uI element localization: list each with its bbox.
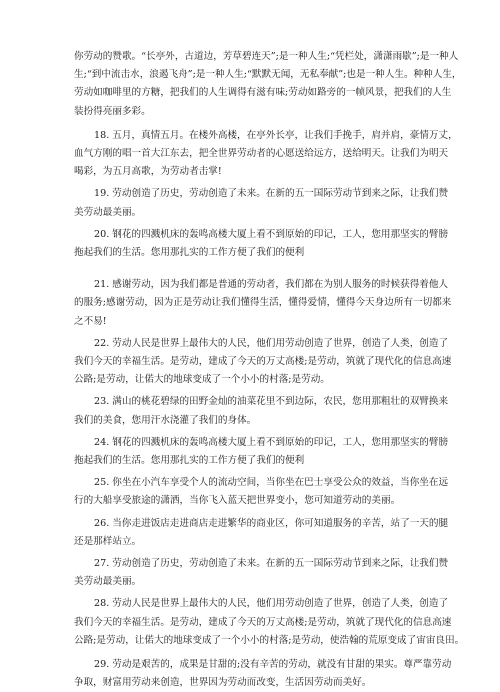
text-line: 27. 劳动创造了历史，劳动创造了未来。在新的五一国际劳动节到来之际，让我们赞 [94,558,449,569]
paragraph-18 [74,127,458,182]
text-line: 18. 五月，真情五月。在楼外高楼，在亭外长亭，让我们手挽手，肩并肩，豪情万丈， [94,129,458,141]
text-line: 24. 钢花的四溅机床的轰鸣高楼大厦上看不到原始的印记，工人，您用那坚实的臂膀 [94,436,449,448]
paragraph-26 [74,515,449,551]
text-line: 还是那样站立。 [74,535,142,547]
text-line: 21. 感谢劳动，因为我们都是普通的劳动者，我们都在为别人服务的时候获得着他人 [94,279,449,291]
text-line: 生;“到中流击水，浪遏飞舟”;是一种人生;“默默无闻，无私奉献”;也是一种人生。种种人生， [74,69,462,81]
text-line: 20. 钢花的四溅机床的轰鸣高楼大厦上看不到原始的印记，工人，您用那坚实的臂膀 [94,228,449,240]
paragraph-28 [74,595,465,650]
paragraph-27 [74,555,449,591]
text-line: 美劳动最美丽。 [74,206,142,218]
text-line: 29. 劳动是艰苦的，成果是甘甜的;没有辛苦的劳动，就没有甘甜的果实。尊严靠劳动 [94,659,452,670]
text-line: 公路;是劳动，让偌大的地球变成了一个小小的村落;是劳动，使浩翰的荒原变成了宙宙良田。 [74,634,465,646]
paragraph-20 [74,226,449,262]
text-line: 我们今天的幸福生活。是劳动，建成了今天的万丈高楼;是劳动，筑就了现代化的信息高速 [74,616,452,628]
text-line: 26. 当你走进饭店走进商店走进繁华的商业区，你可知道服务的辛苦，站了一天的腿 [94,517,449,529]
text-line: 我们的美食，您用汗水浇灌了我们的身体。 [74,414,257,426]
text-line: 拖起我们的生活。您用那扎实的工作方便了我们的便利 [74,454,305,466]
text-line: 28. 劳动人民是世界上最伟大的人民，他们用劳动创造了世界，创造了人类，创造了 [94,598,449,610]
text-line: 你劳动的赞歌。“长亭外，古道边，芳草碧连天”;是一种人生;“凭栏处，潇潇雨歇”;是一种人 [74,51,459,62]
text-line: 美劳动最美丽。 [74,576,142,588]
text-line: 拖起我们的生活。您用那扎实的工作方便了我们的便利 [74,246,305,258]
text-line: 之不易! [74,315,107,327]
paragraph-22 [74,335,452,390]
text-line: 25. 你坐在小汽车享受个人的流动空间，当你坐在巴士享受公众的效益，当你坐在远 [94,477,449,489]
text-line: 公路;是劳动，让偌大的地球变成了一个小小的村落;是劳动。 [74,374,330,386]
text-line: 血气方刚的唱一首大江东去，把全世界劳动者的心愿送给远方，送给明天。让我们为明天 [74,147,449,159]
text-line: 我们今天的幸福生活。是劳动，建成了今天的万丈高楼;是劳动，筑就了现代化的信息高速 [74,355,452,367]
text-line: 行的大船享受旅途的潇洒，当你飞入蓝天把世界变小，您可知道劳动的美丽。 [74,495,401,507]
text-line: 19. 劳动创造了历史，劳动创造了未来。在新的五一国际劳动节到来之际，让我们赞 [94,188,449,200]
text-line: 装扮得亮丽多彩。 [74,105,151,117]
paragraph-intro [74,48,462,121]
paragraph-29 [74,656,452,692]
text-line: 争取，财富用劳动来创造，世界因为劳动而改变，生活因劳动而美好。 [74,677,372,689]
text-line: 22. 劳动人民是世界上最伟大的人民，他们用劳动创造了世界，创造了人类，创造了 [94,337,449,349]
text-line: 23. 满山的桃花碧绿的田野金灿的油菜花里不到边际，农民，您用那粗壮的双臂换来 [94,396,449,408]
text-line: 劳动如咖啡里的方糖，把我们的人生调得有滋有味;劳动如路旁的一帧风景，把我们的人生 [74,87,452,99]
text-line: 喝彩，为五月高歌，为劳动者击掌! [74,166,222,178]
paragraph-21 [74,276,452,331]
paragraph-19 [74,185,449,221]
paragraph-25 [74,474,449,510]
paragraph-24 [74,434,449,470]
text-line: 的服务;感谢劳动，因为正是劳动让我们懂得生活，懂得爱情，懂得今天身边所有一切都来 [74,297,452,309]
paragraph-23 [74,393,449,429]
